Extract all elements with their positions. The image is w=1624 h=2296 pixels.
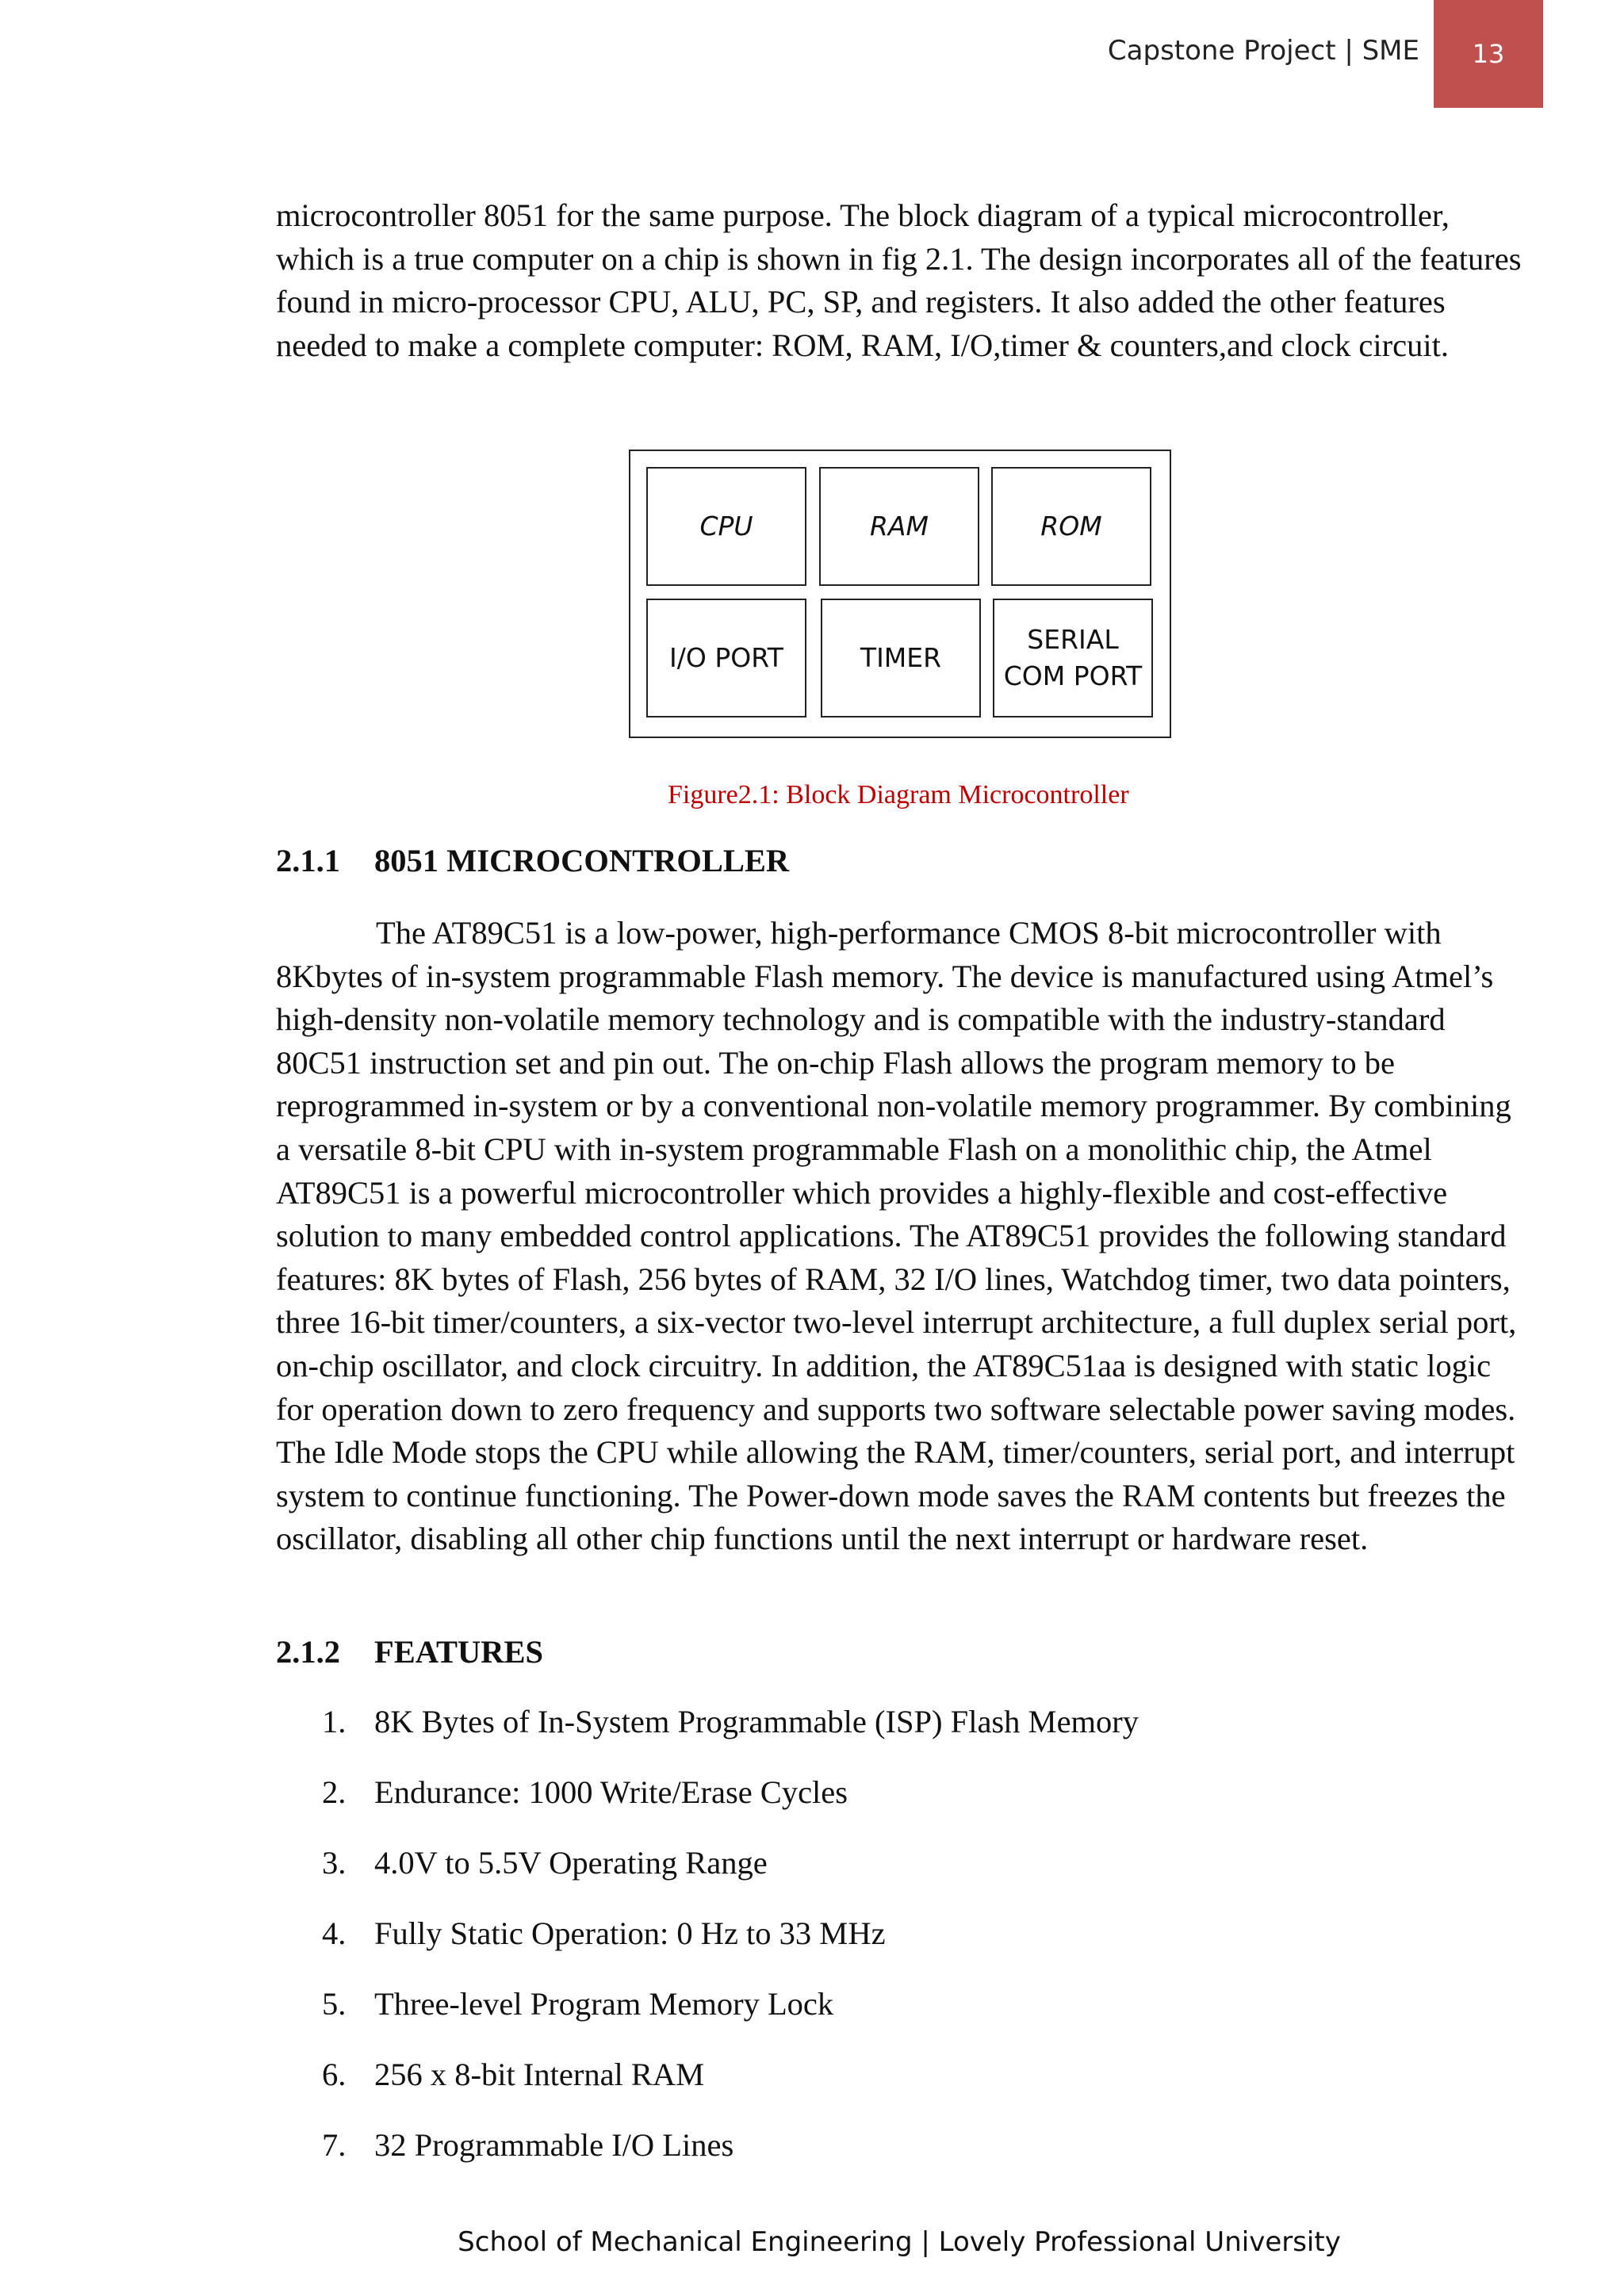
- block-rom-label: ROM: [1040, 511, 1102, 541]
- list-item: 4. Fully Static Operation: 0 Hz to 33 MHz: [322, 1915, 886, 1951]
- list-item: 2. Endurance: 1000 Write/Erase Cycles: [322, 1774, 848, 1810]
- figure-caption: Figure2.1: Block Diagram Microcontroller: [668, 780, 1129, 809]
- section-paragraph: The AT89C51 is a low-power, high-performance CMOS 8-bit microcontroller with 8Kbytes of in-system programmable Flash memory. The device is manufactured using Atmel’s high-density non-volatile memory technology and is compatible with the industry-standard 80C51 instruction set and pin out. The on-chip Flash allows the program memory to be reprogrammed in-system or by a conventional non-volatile memory programmer. By combining a versatile 8-bit CPU with in-system programmable Flash on a monolithic chip, the Atmel AT89C51 is a powerful microcontroller which provides a highly-flexible and cost-effective solution to many embedded control applications. The AT89C51 provides the following standard features: 8K bytes of Flash, 256 bytes of RAM, 32 I/O lines, Watchdog timer, two data pointers, three 16-bit timer/counters, a six-vector two-level interrupt architecture, a full duplex serial port, on-chip oscillator, and clock circuitry. In addition, the AT89C51aa is designed with static logic for operation down to zero frequency and supports two software selectable power saving modes. The Idle Mode stops the CPU while allowing the RAM, timer/counters, serial port, and interrupt system to continue functioning. The Power-down mode saves the RAM contents but freezes the oscillator, disabling all other chip functions until the next interrupt or hardware reset.: [276, 915, 1517, 1557]
- section-number: 2.1.1: [276, 843, 340, 878]
- block-ram: [819, 467, 979, 586]
- block-timer-label: TIMER: [860, 642, 942, 673]
- list-item-text: 256 x 8-bit Internal RAM: [374, 2057, 705, 2092]
- block-serial-label: SERIAL COM PORT: [1003, 624, 1143, 691]
- block-serial-com-port: [993, 599, 1153, 718]
- list-item-text: Endurance: 1000 Write/Erase Cycles: [374, 1774, 848, 1810]
- section-heading-2-1-1: [276, 842, 789, 879]
- page-number: 13: [1472, 39, 1505, 69]
- list-item-text: 32 Programmable I/O Lines: [374, 2127, 734, 2163]
- block-cpu: [646, 467, 806, 586]
- list-item: 1. 8K Bytes of In-System Programmable (ISP) Flash Memory: [322, 1704, 1139, 1739]
- list-item: 5. Three-level Program Memory Lock: [322, 1986, 834, 2022]
- section-heading-2-1-2: [276, 1633, 543, 1670]
- list-item: 3. 4.0V to 5.5V Operating Range: [322, 1845, 768, 1881]
- block-ram-label: RAM: [870, 511, 929, 541]
- list-item-text: 4.0V to 5.5V Operating Range: [374, 1845, 768, 1881]
- header-title: Capstone Project | SME: [1107, 35, 1419, 67]
- block-cpu-label: CPU: [699, 511, 753, 541]
- list-item: 6. 256 x 8-bit Internal RAM: [322, 2057, 705, 2092]
- list-item-text: 8K Bytes of In-System Programmable (ISP) Flash Memory: [374, 1704, 1139, 1739]
- list-item-text: Three-level Program Memory Lock: [374, 1986, 834, 2022]
- block-io-port-label: I/O PORT: [669, 642, 783, 673]
- list-item-text: Fully Static Operation: 0 Hz to 33 MHz: [374, 1915, 886, 1951]
- intro-paragraph: microcontroller 8051 for the same purpose. The block diagram of a typical microcontroller, which is a true computer on a chip is shown in fig 2.1. The design incorporates all of the features found in micro-processor CPU, ALU, PC, SP, and registers. It also added the other features needed to make a complete computer: ROM, RAM, I/O,timer & counters,and clock circuit.: [276, 197, 1522, 363]
- block-diagram: [629, 450, 1171, 738]
- page-number-tab: [1434, 0, 1543, 108]
- section-number: 2.1.2: [276, 1634, 340, 1670]
- block-rom: [991, 467, 1151, 586]
- page-footer: [0, 2226, 1624, 2258]
- footer-text: School of Mechanical Engineering | Lovely Professional University: [458, 2226, 1341, 2258]
- section-title: FEATURES: [374, 1634, 544, 1670]
- block-timer: [821, 599, 981, 718]
- block-io-port: [646, 599, 806, 718]
- section-title: 8051 MICROCONTROLLER: [374, 843, 790, 878]
- list-item: 7. 32 Programmable I/O Lines: [322, 2127, 734, 2163]
